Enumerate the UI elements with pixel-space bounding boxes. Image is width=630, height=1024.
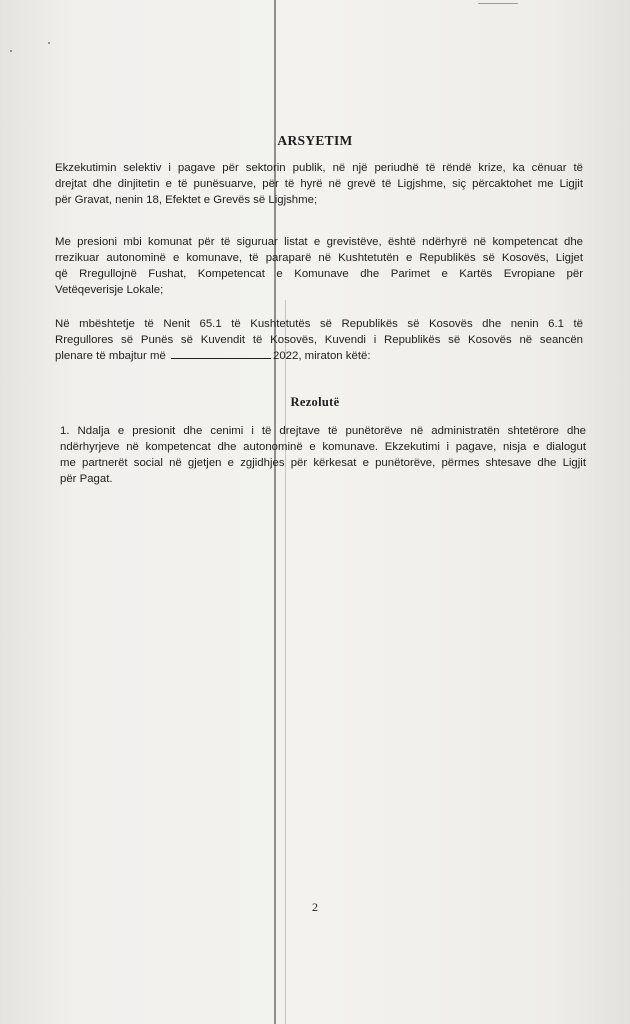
resolution-line: ndërhyrjeve në kompetencat dhe autonominë e komunave. Ekzekutimi i pagave, nisja e dialogut [60, 441, 586, 453]
paragraph-2 [55, 234, 583, 298]
paragraph-line: Me presioni mbi komunat për të siguruar listat e grevistëve, është ndërhyrë në kompetencat dhe [55, 236, 583, 248]
paragraph-line: Ekzekutimin selektiv i pagave për sektorin publik, në një periudhë të rëndë krize, ka cënuar të [55, 162, 583, 174]
paragraph-1 [55, 160, 583, 208]
page-fold-line [274, 0, 276, 1024]
resolution-paragraph [60, 423, 586, 487]
paragraph-line: drejtat dhe dinjitetin e të punësuarve, për të hyrë në grevë të Ligjshme, siç përcaktohet me Ligjit [55, 178, 583, 190]
date-blank-line [171, 348, 271, 359]
paragraph-line: që Rregullojnë Fushat, Kompetencat e Komunave dhe Parimet e Kartës Evropiane për [55, 268, 583, 280]
page-number: 2 [312, 900, 318, 914]
paragraph-line: për Gravat, nenin 18, Efektet e Grevës së Ligjshme; [55, 194, 318, 206]
paper-speck [48, 42, 50, 44]
paragraph-line: Në mbështetje të Nenit 65.1 të Kushtetutës së Republikës së Kosovës dhe nenin 6.1 të [55, 318, 583, 330]
resolution-line: 1. Ndalja e presionit dhe cenimi i të drejtave të punëtorëve në administratën shtetërore dhe [60, 425, 586, 437]
paper-speck [10, 50, 12, 52]
date-suffix-text: 2022, miraton këtë: [272, 350, 371, 362]
paragraph-line: Vetëqeverisje Lokale; [55, 284, 164, 296]
resolution-heading: Rezolutë [290, 395, 340, 409]
date-prefix-text: plenare të mbajtur më [55, 350, 166, 362]
resolution-line: për Pagat. [60, 473, 113, 485]
section-heading: ARSYETIM [277, 133, 353, 148]
paper-mark [478, 3, 518, 4]
paragraph-line: Rregullores së Punës së Kuvendit të Kosovës, Kuvendi i Republikës së Kosovës në seancën [55, 334, 583, 346]
paragraph-3 [55, 316, 583, 364]
resolution-line: me partnerët social në gjetjen e zgjidhjes për kërkesat e punëtorëve, përmes shtesave dhe Ligjit [60, 457, 586, 469]
paragraph-line-with-blank [55, 348, 583, 364]
paragraph-line: rrezikuar autonominë e komunave, të paraparë në Kushtetutën e Republikës së Kosovës, Ligjet [55, 252, 583, 264]
